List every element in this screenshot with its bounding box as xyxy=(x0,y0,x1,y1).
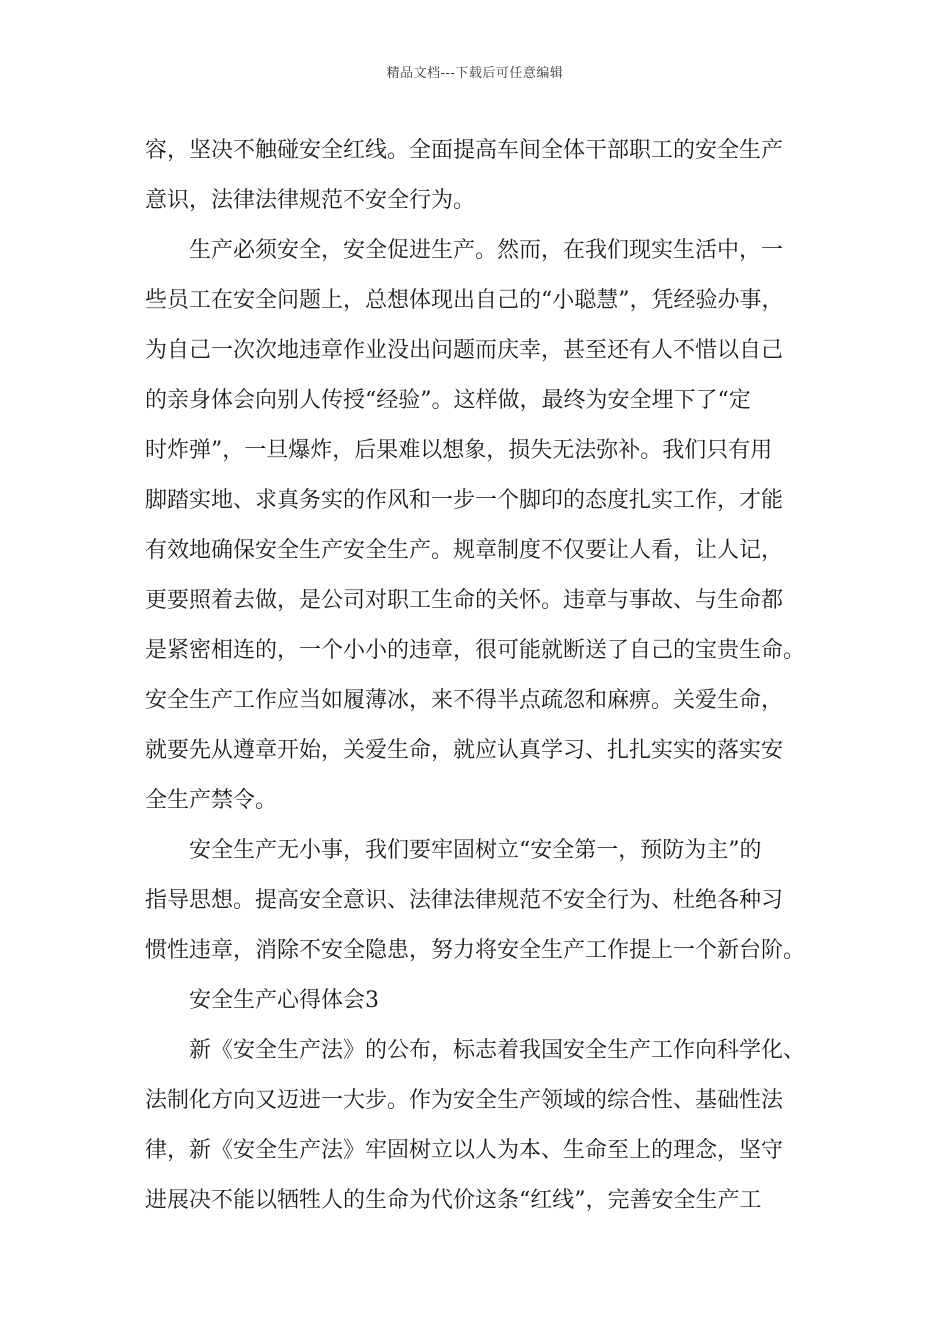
paragraph-first-line: 安全生产无小事，我们要牢固树立“安全第一，预防为主”的 xyxy=(189,838,762,863)
text-line: 指导思想。提高安全意识、法律法律规范不安全行为、杜绝各种习 xyxy=(145,888,784,913)
text-line: 的亲身体会向别人传授“经验”。这样做，最终为安全埋下了“定 xyxy=(145,388,751,413)
text-line: 时炸弹”，一旦爆炸，后果难以想象，损失无法弥补。我们只有用 xyxy=(145,438,773,463)
text-line: 脚踏实地、求真务实的作风和一步一个脚印的态度扎实工作，才能 xyxy=(145,488,784,513)
text-line: 惯性违章，消除不安全隐患，努力将安全生产工作提上一个新台阶。 xyxy=(145,938,806,963)
section-heading: 安全生产心得体会3 xyxy=(189,988,379,1013)
text-line: 就要先从遵章开始，关爱生命，就应认真学习、扎扎实实的落实安 xyxy=(145,738,784,763)
text-line: 些员工在安全问题上，总想体现出自己的“小聪慧”，凭经验办事， xyxy=(145,288,784,313)
text-line: 全生产禁令。 xyxy=(145,788,278,813)
text-line: 法制化方向又迈进一大步。作为安全生产领域的综合性、基础性法 xyxy=(145,1088,784,1113)
text-line: 是紧密相连的，一个小小的违章，很可能就断送了自己的宝贵生命。 xyxy=(145,638,806,663)
paragraph-first-line: 生产必须安全，安全促进生产。然而，在我们现实生活中，一 xyxy=(189,238,784,263)
text-line: 进展决不能以牺牲人的生命为代价这条“红线”，完善安全生产工 xyxy=(145,1188,762,1213)
text-line: 安全生产工作应当如履薄冰，来不得半点疏忽和麻痹。关爱生命， xyxy=(145,688,784,713)
page-header: 精品文档---下载后可任意编辑 xyxy=(386,66,564,81)
text-line: 有效地确保安全生产安全生产。规章制度不仅要让人看，让人记， xyxy=(145,538,784,563)
document-body xyxy=(145,126,810,1226)
text-line: 更要照着去做，是公司对职工生命的关怀。违章与事故、与生命都 xyxy=(145,588,784,613)
paragraph-first-line: 新《安全生产法》的公布，标志着我国安全生产工作向科学化、 xyxy=(189,1038,806,1063)
text-line: 意识，法律法律规范不安全行为。 xyxy=(145,188,476,213)
text-line: 容，坚决不触碰安全红线。全面提高车间全体干部职工的安全生产 xyxy=(145,138,784,163)
text-line: 为自己一次次地违章作业没出问题而庆幸，甚至还有人不惜以自己 xyxy=(145,338,784,363)
text-line: 律，新《安全生产法》牢固树立以人为本、生命至上的理念，坚守 xyxy=(145,1138,784,1163)
